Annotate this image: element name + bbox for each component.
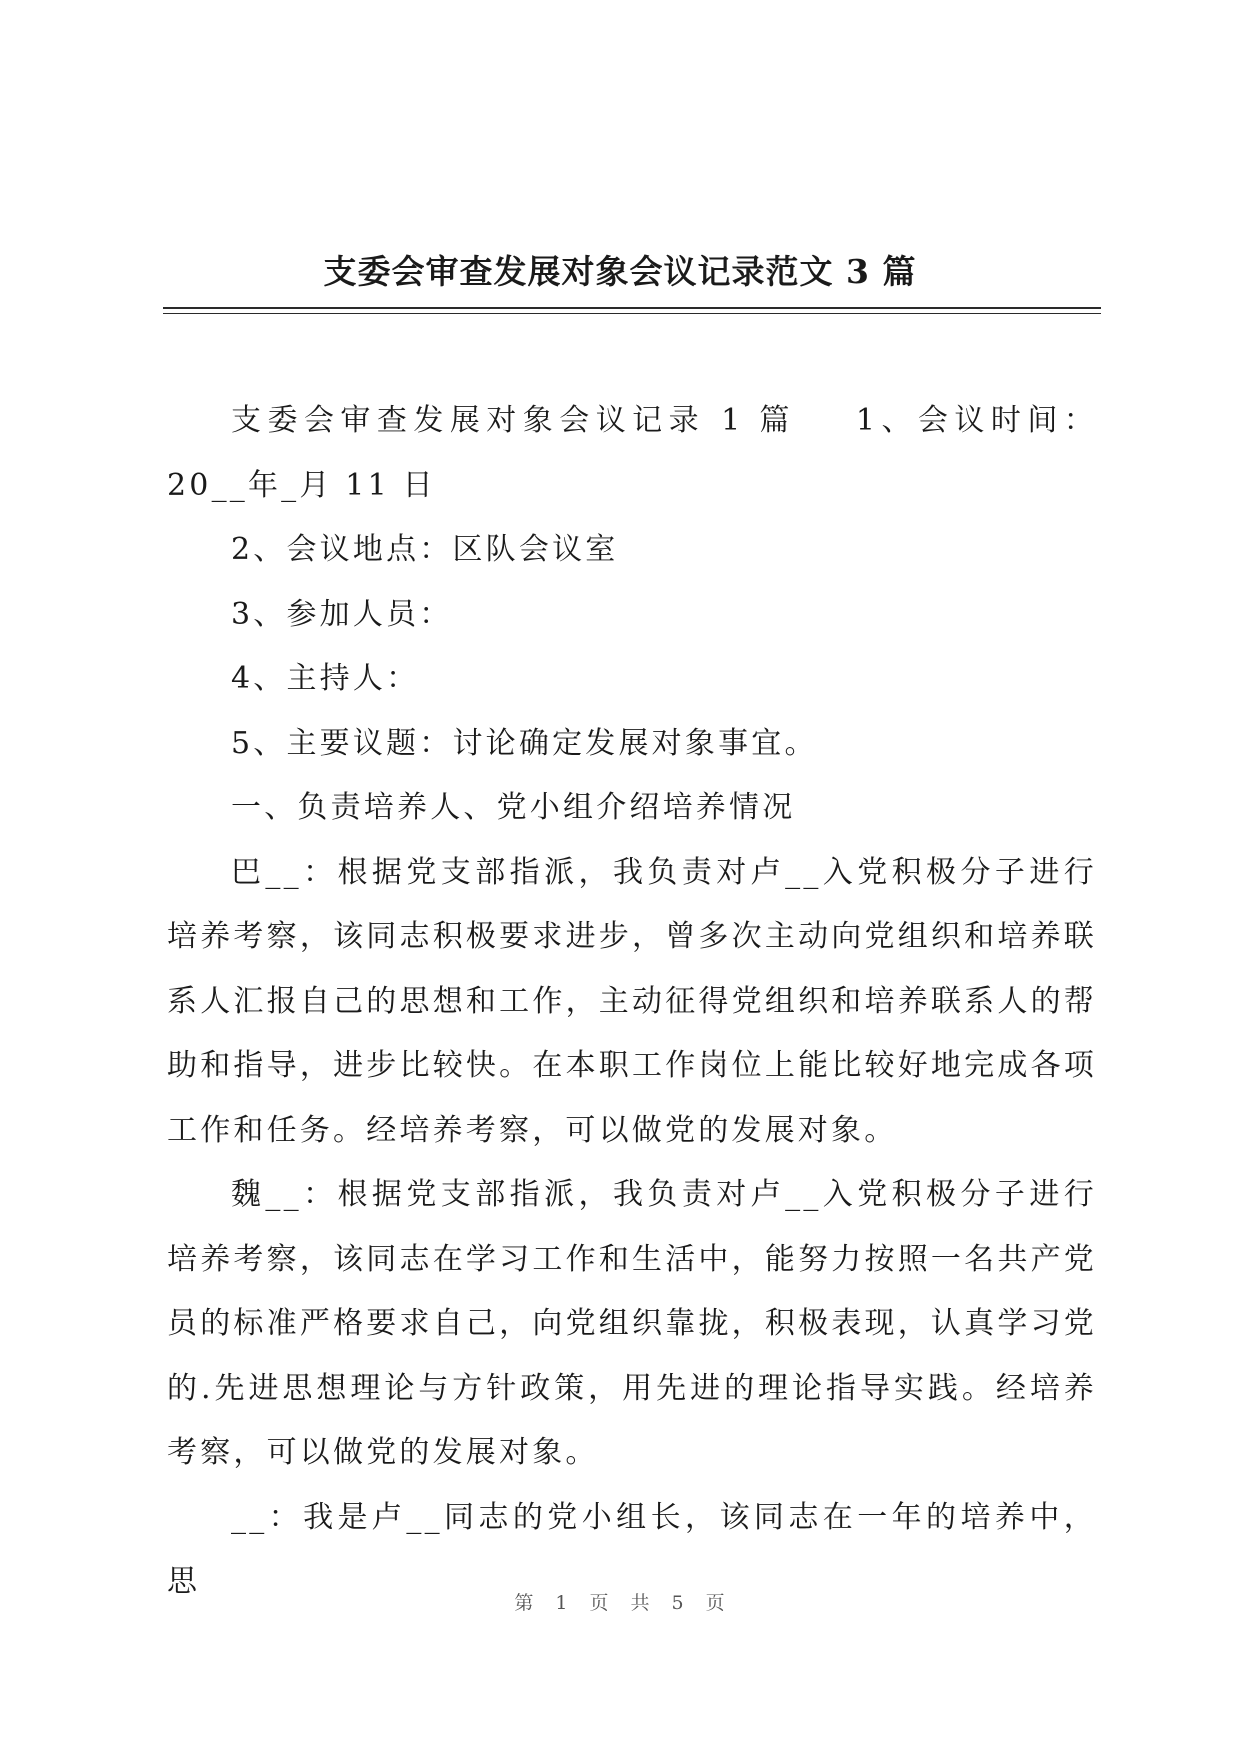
document-body — [167, 389, 1097, 1615]
document-title: 支委会审查发展对象会议记录范文 3 篇 — [323, 252, 917, 291]
intro-heading: 支委会审查发展对象会议记录 1 篇 — [231, 403, 796, 438]
statement-wei: 魏__：根据党支部指派，我负责对卢__入党积极分子进行培养考察，该同志在学习工作和生活中，能努力按照一名共产党员的标准严格要求自己，向党组织靠拢，积极表现，认真学习党的.先进思想理论与方针政策，用先进的理论指导实践。经培养考察，可以做党的发展对象。 — [167, 1177, 1097, 1470]
meeting-location: 2、会议地点：区队会议室 — [231, 532, 619, 567]
attendees: 3、参加人员： — [231, 596, 453, 632]
section-heading-1: 一、负责培养人、党小组介绍培养情况 — [231, 790, 796, 825]
title-divider-thick — [163, 307, 1101, 309]
statement-group-leader: __：我是卢__同志的党小组长，该同志在一年的培养中，思 — [167, 1499, 1097, 1599]
main-topic: 5、主要议题：讨论确定发展对象事宜。 — [231, 725, 818, 761]
meeting-time: 1、会议时间：20__年_月 11 日 — [167, 403, 1097, 503]
host: 4、主持人： — [231, 661, 420, 696]
title-divider-thin — [163, 313, 1101, 314]
intro-paragraph — [167, 389, 1097, 518]
page-number-footer: 第 1 页 共 5 页 — [514, 1592, 726, 1614]
statement-ba: 巴__：根据党支部指派，我负责对卢__入党积极分子进行培养考察，该同志积极要求进步，曾多次主动向党组织和培养联系人汇报自己的思想和工作，主动征得党组织和培养联系人的帮助和指导，进步比较快。在本职工作岗位上能比较好地完成各项工作和任务。经培养考察，可以做党的发展对象。 — [167, 854, 1097, 1148]
